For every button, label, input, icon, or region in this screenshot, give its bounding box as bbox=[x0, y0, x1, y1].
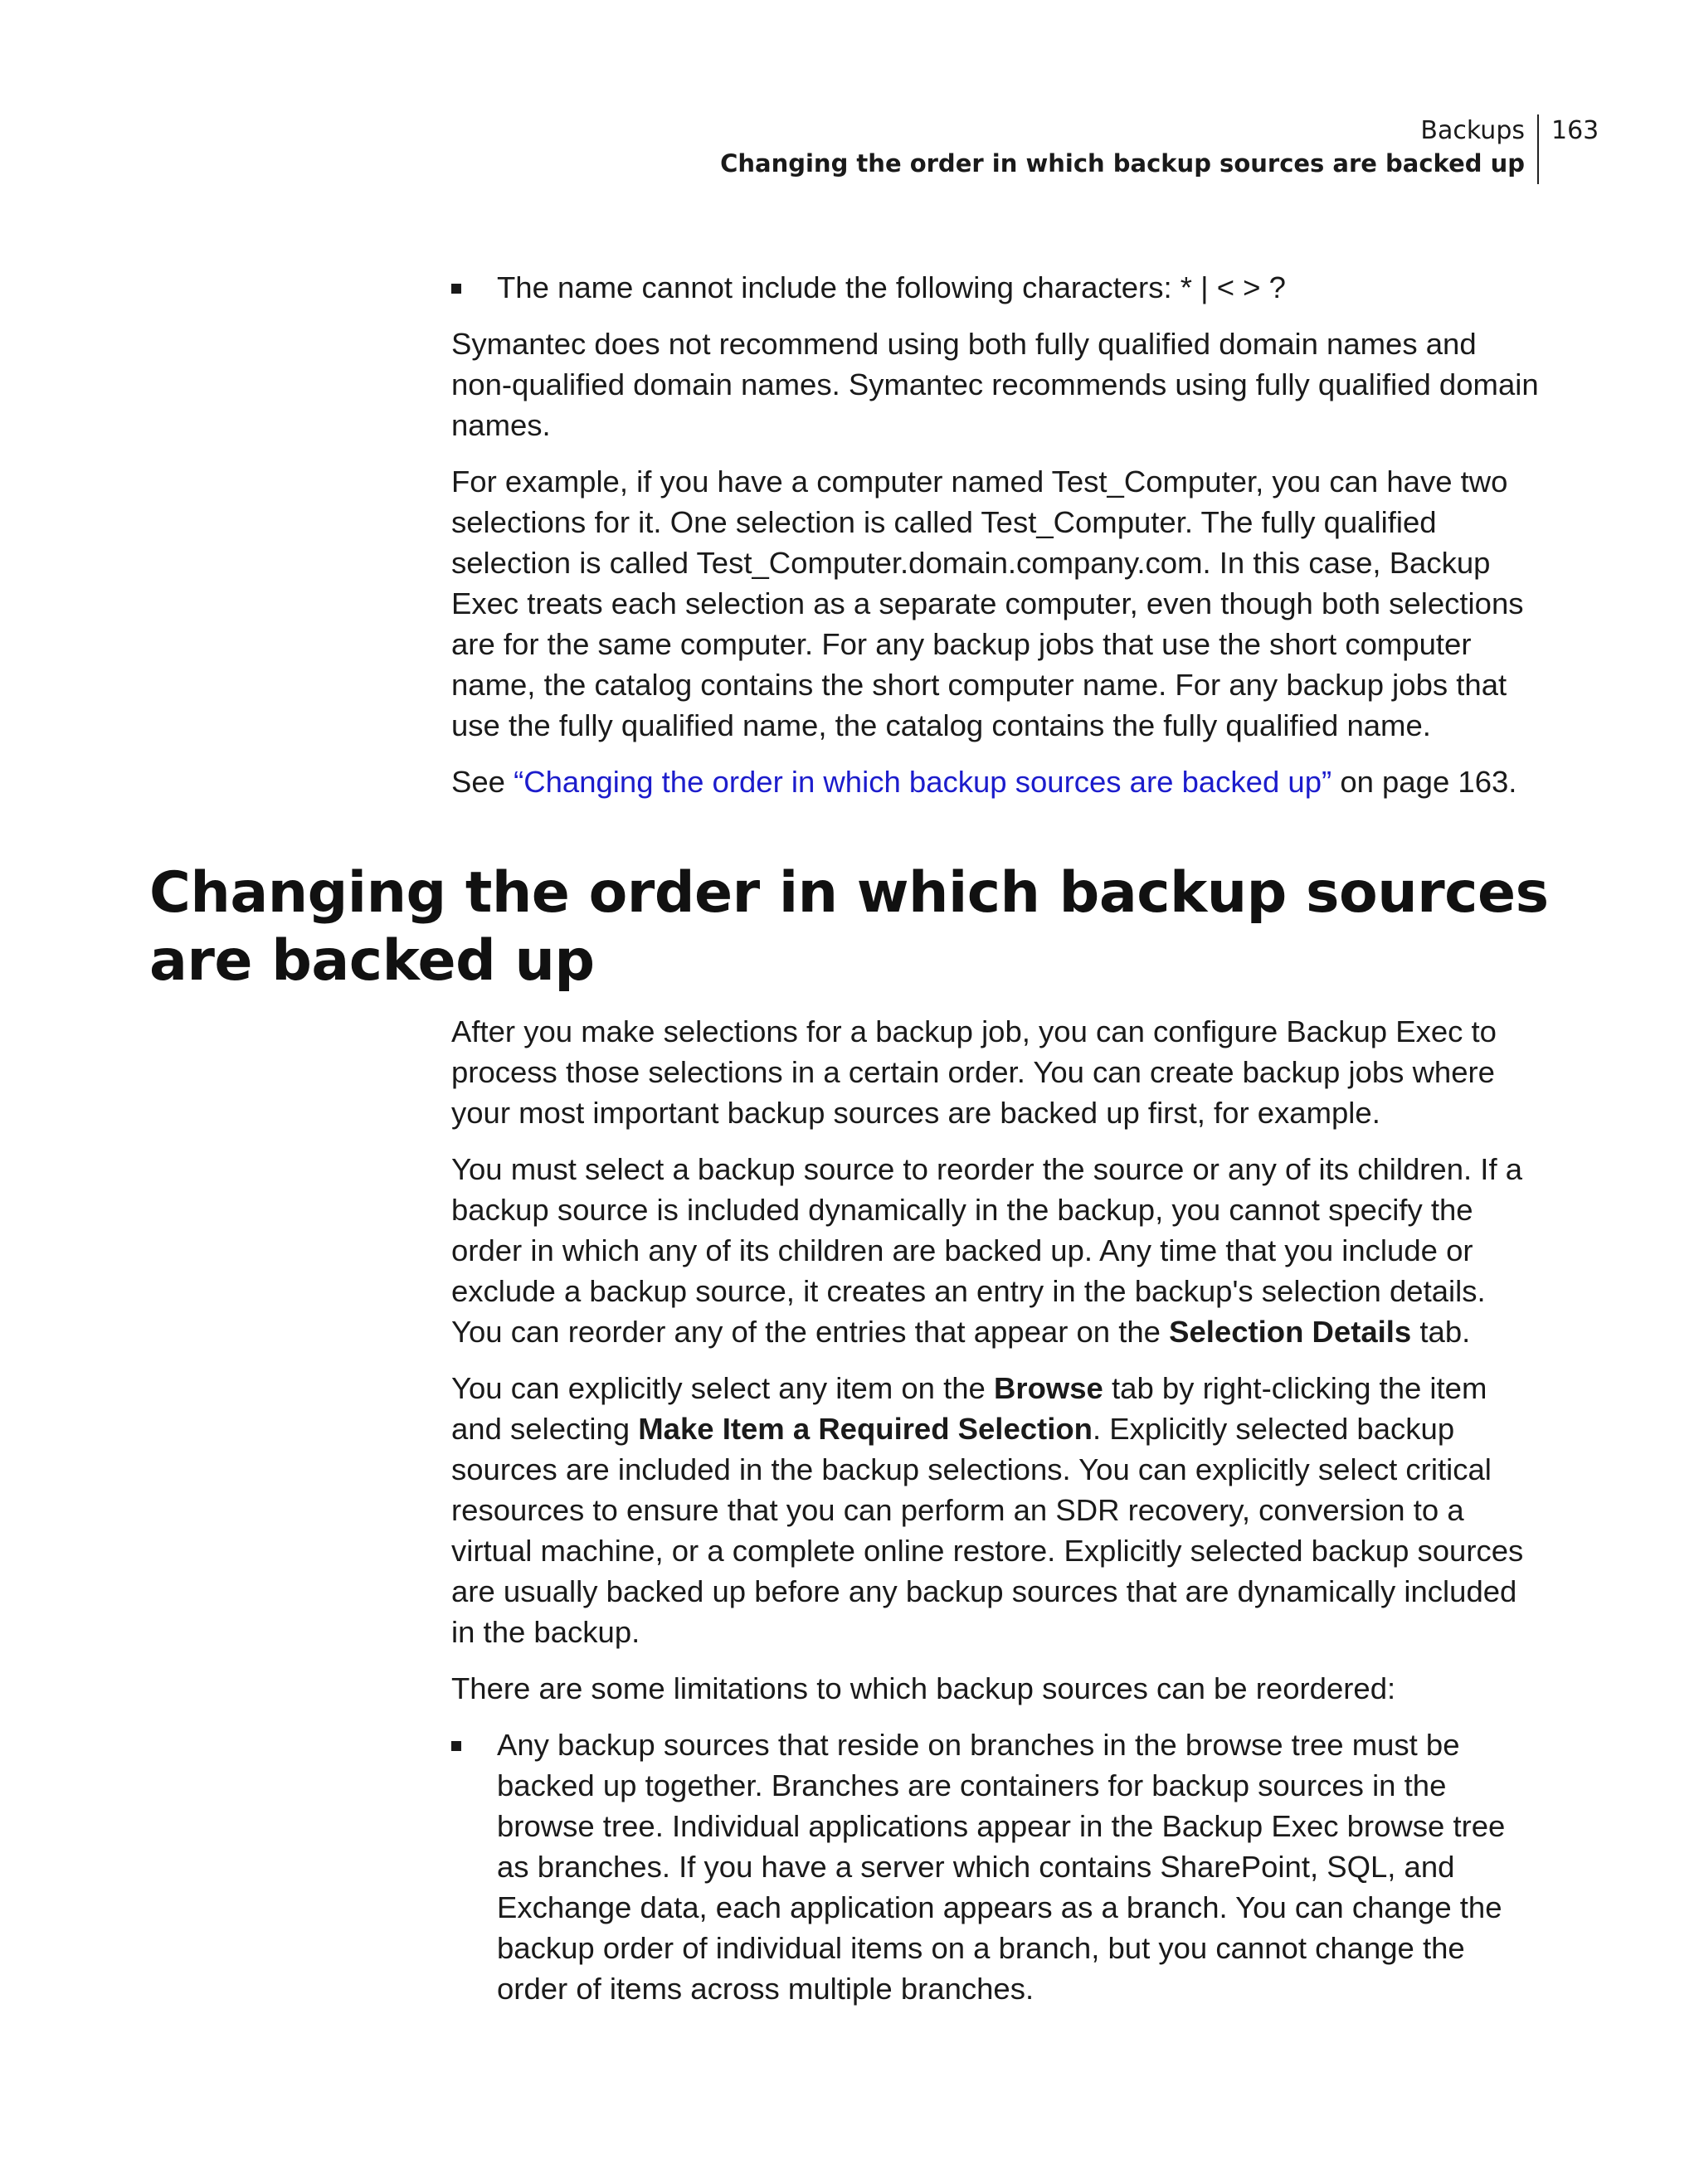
see-prefix: See bbox=[451, 765, 514, 799]
intro-content bbox=[451, 267, 1540, 818]
ui-term-browse: Browse bbox=[994, 1371, 1103, 1405]
page-number: 163 bbox=[1551, 116, 1599, 145]
see-also-paragraph bbox=[451, 761, 1540, 802]
bullet-text: Any backup sources that reside on branches in the browse tree must be backed up together. Branches are containers for backup sources in the browse tree. Individual applications appear in the Backup Exec browse tree as branches. If you have a server which contains SharePoint, SQL, and Exchange data, each application appears as a branch. You can change the backup order of individual items on a branch, but you cannot change the order of items across multiple branches. bbox=[497, 1728, 1506, 2006]
bullet-square-icon bbox=[451, 1741, 461, 1751]
ui-term-selection-details: Selection Details bbox=[1169, 1315, 1412, 1349]
bullet-text: The name cannot include the following characters: * | < > ? bbox=[497, 270, 1286, 304]
paragraph: For example, if you have a computer named Test_Computer, you can have two selections for it. One selection is called Test_Computer. The fully qualified selection is called Test_Computer.domain.company.com. In this case, Backup Exec treats each selection as a separate computer, even though both selections are for the same computer. For any backup jobs that use the short computer name, the catalog contains the short computer name. For any backup jobs that use the fully qualified name, the catalog contains the fully qualified name. bbox=[451, 465, 1524, 742]
paragraph: After you make selections for a backup job, you can configure Backup Exec to process those selections in a certain order. You can create backup jobs where your most important backup sources are backed up first, for example. bbox=[451, 1014, 1497, 1130]
cross-reference-link[interactable]: “Changing the order in which backup sources are backed up” bbox=[514, 765, 1332, 799]
list-item bbox=[451, 1724, 1540, 2009]
running-head-divider bbox=[1537, 114, 1539, 184]
ui-term-make-item-required: Make Item a Required Selection bbox=[638, 1412, 1093, 1446]
list-item bbox=[451, 267, 1540, 308]
running-head-text bbox=[720, 114, 1525, 179]
section-content bbox=[451, 1011, 1540, 2025]
paragraph-text: tab by right-clicking the item and selecting bbox=[451, 1371, 1487, 1446]
paragraph-text: tab. bbox=[1411, 1315, 1471, 1349]
paragraph bbox=[451, 1149, 1540, 1352]
paragraph-text: You must select a backup source to reorder the source or any of its children. If a backup source is included dynamically in the backup, you cannot specify the order in which any of its children are backed up. Any time that you include or exclude a backup source, it creates an entry in the backup's selection details. You can reorder any of the entries that appear on the bbox=[451, 1152, 1523, 1349]
section-heading: Changing the order in which backup sources are backed up bbox=[149, 860, 1549, 994]
paragraph-text: . Explicitly selected backup sources are included in the backup selections. You can explicitly select critical resources to ensure that you can perform an SDR recovery, conversion to a virtual machine, or a complete online restore. Explicitly selected backup sources are usually backed up before any backup sources that are dynamically included in the backup. bbox=[451, 1412, 1524, 1649]
paragraph-text: You can explicitly select any item on the bbox=[451, 1371, 994, 1405]
bullet-square-icon bbox=[451, 284, 461, 294]
paragraph: There are some limitations to which backup sources can be reordered: bbox=[451, 1671, 1396, 1705]
running-head-section: Backups bbox=[1420, 116, 1525, 145]
paragraph bbox=[451, 1368, 1540, 1652]
running-head-chapter: Changing the order in which backup sources are backed up bbox=[720, 149, 1525, 178]
running-head bbox=[0, 114, 1699, 189]
paragraph: Symantec does not recommend using both fully qualified domain names and non-qualified domain names. Symantec recommends using fully qualified domain names. bbox=[451, 327, 1539, 442]
see-suffix: on page 163. bbox=[1331, 765, 1517, 799]
